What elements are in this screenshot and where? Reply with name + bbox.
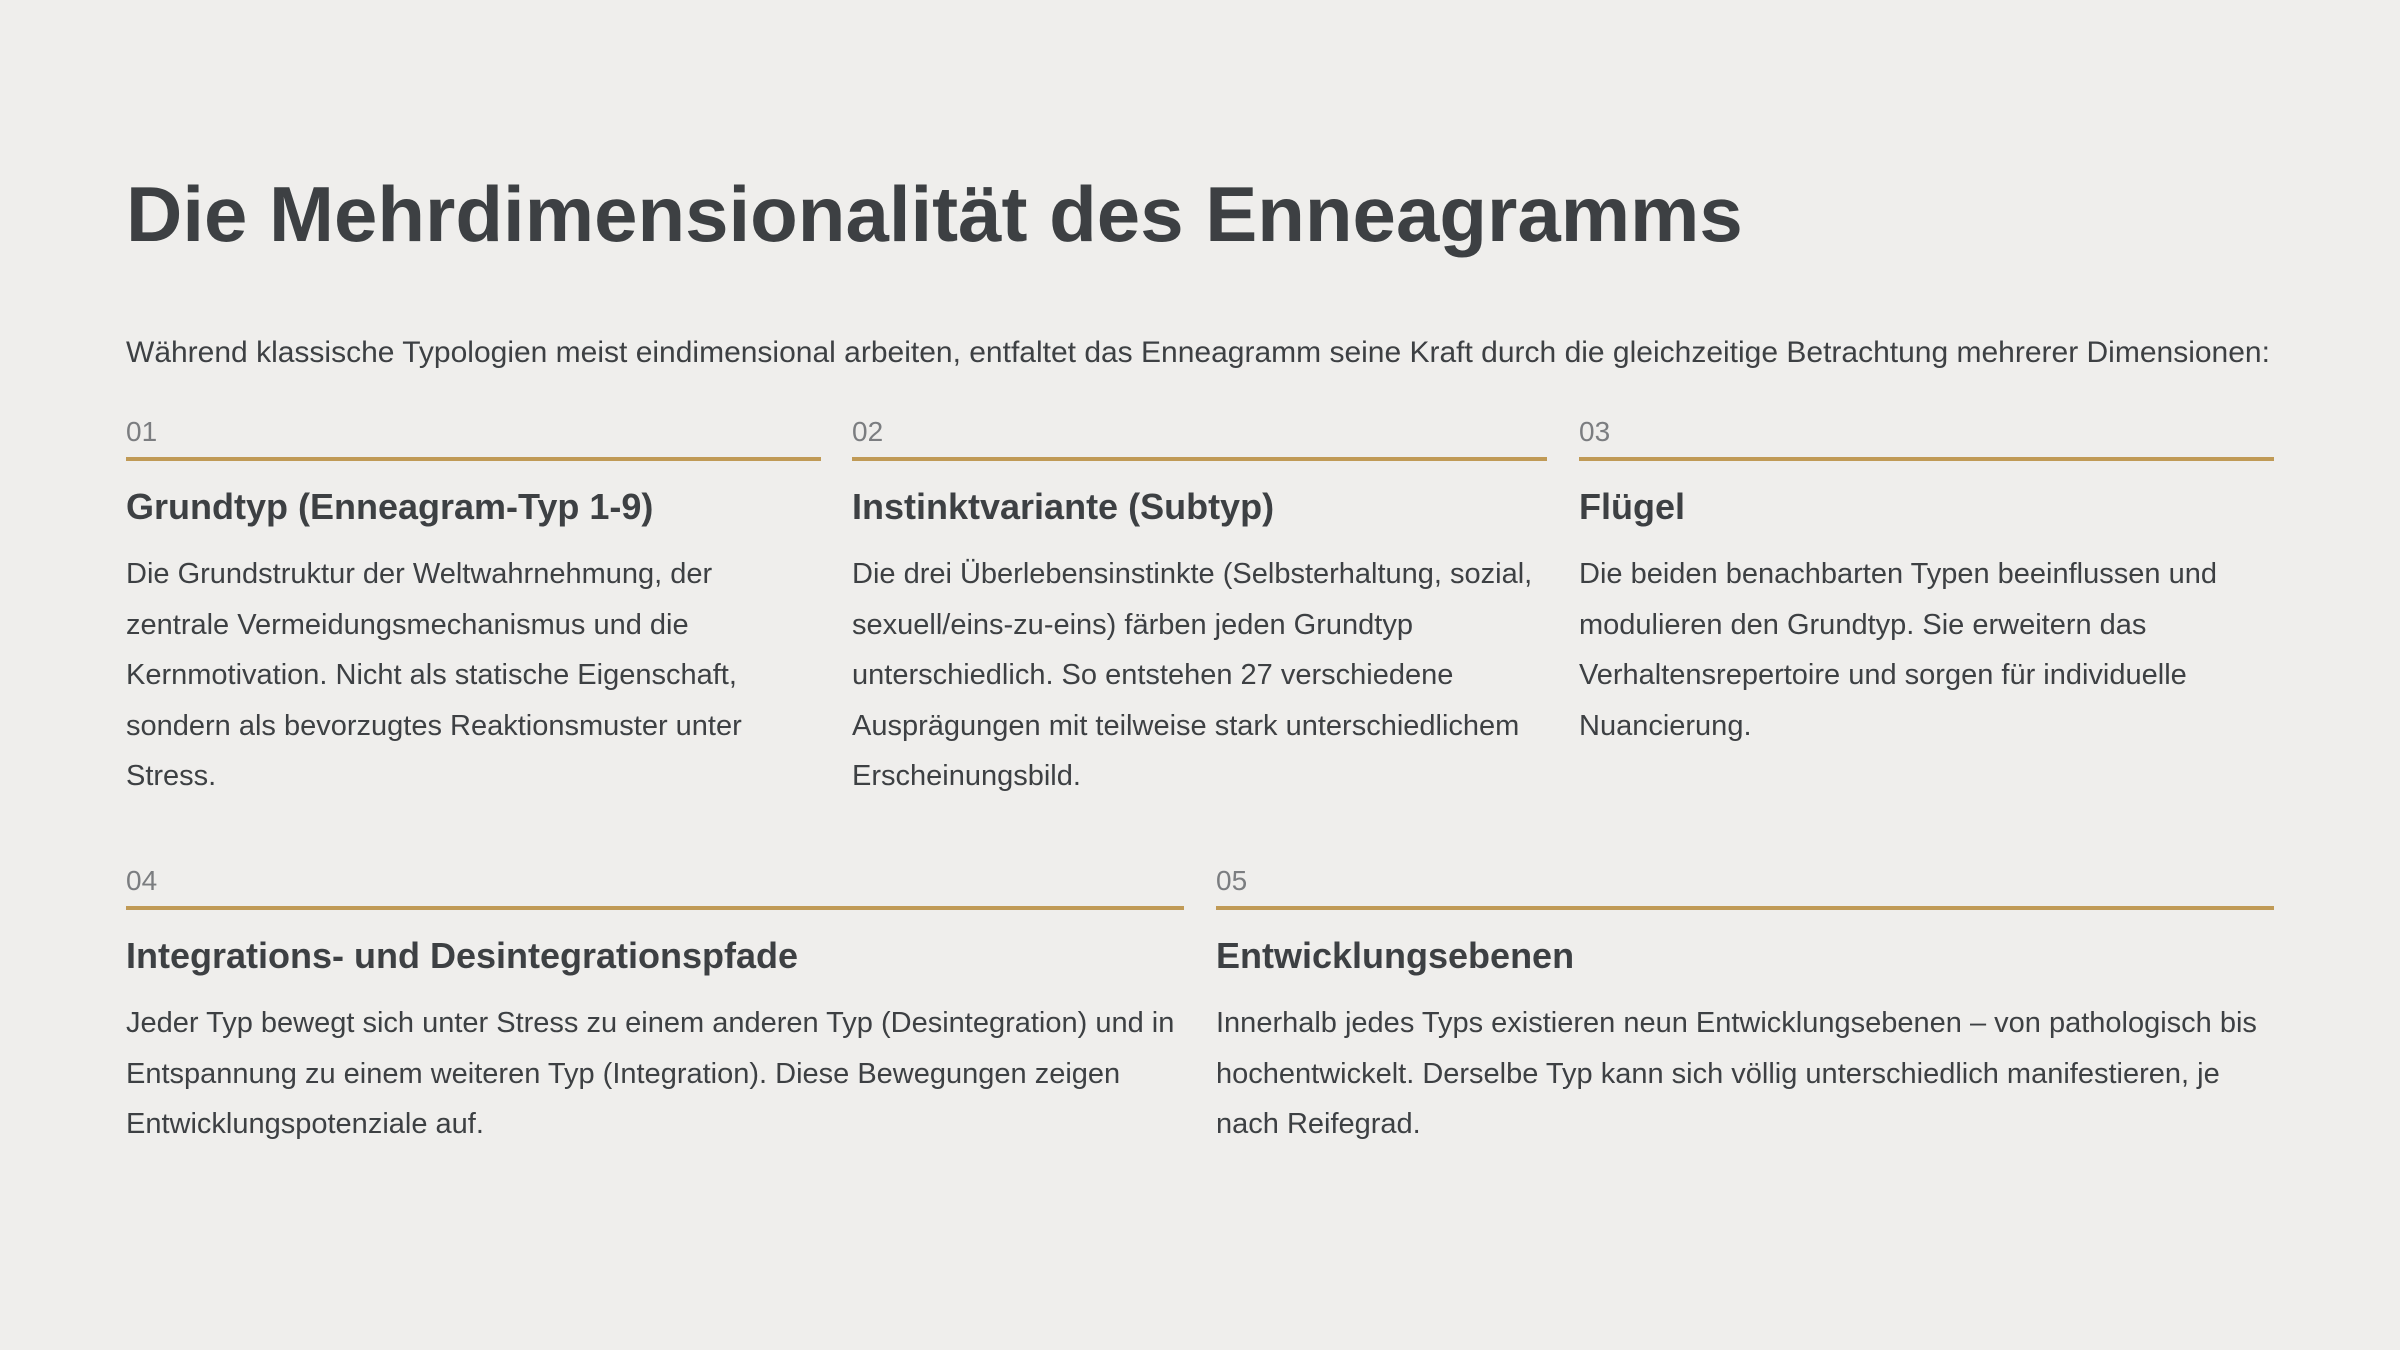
dimension-card-integrationspfade xyxy=(126,864,1184,1150)
accent-divider xyxy=(1579,457,2274,461)
card-body: Jeder Typ bewegt sich unter Stress zu einem anderen Typ (Desintegration) und in Entspannung zu einem weiteren Typ (Integration). Diese Bewegungen zeigen Entwicklungspotenziale auf. xyxy=(126,1007,1175,1140)
card-number: 05 xyxy=(1216,865,1248,896)
dimension-card-grundtyp xyxy=(126,415,821,802)
card-body: Die drei Überlebensinstinkte (Selbsterhaltung, sozial, sexuell/eins-zu-eins) färben jeden Grundtyp unterschiedlich. So entstehen 27 verschiedene Ausprägungen mit teilweise stark unterschiedlichem Erscheinungsbild. xyxy=(852,558,1533,792)
accent-divider xyxy=(126,457,821,461)
card-heading: Grundtyp (Enneagram-Typ 1-9) xyxy=(126,486,654,527)
card-number: 02 xyxy=(852,416,884,447)
card-body: Innerhalb jedes Typs existieren neun Entwicklungsebenen – von pathologisch bis hochentwickelt. Derselbe Typ kann sich völlig unterschiedlich manifestieren, je nach Reifegrad. xyxy=(1216,1007,2257,1140)
dimension-card-fluegel xyxy=(1579,415,2274,751)
card-number: 04 xyxy=(126,865,158,896)
card-number: 03 xyxy=(1579,416,1611,447)
accent-divider xyxy=(852,457,1547,461)
slide xyxy=(126,0,2274,1350)
dimension-card-entwicklungsebenen xyxy=(1216,864,2274,1150)
card-body: Die beiden benachbarten Typen beeinflussen und modulieren den Grundtyp. Sie erweitern das Verhaltensrepertoire und sorgen für individuelle Nuancierung. xyxy=(1579,558,2217,742)
card-number: 01 xyxy=(126,416,158,447)
accent-divider xyxy=(1216,906,2274,910)
card-heading: Instinktvariante (Subtyp) xyxy=(852,486,1275,527)
dimension-card-instinktvariante xyxy=(852,415,1547,802)
card-heading: Entwicklungsebenen xyxy=(1216,935,1575,976)
accent-divider xyxy=(126,906,1184,910)
card-heading: Flügel xyxy=(1579,486,1685,527)
card-heading: Integrations- und Desintegrationspfade xyxy=(126,935,799,976)
intro-text: Während klassische Typologien meist eindimensional arbeiten, entfaltet das Enneagramm seine Kraft durch die gleichzeitige Betrachtung mehrerer Dimensionen: xyxy=(126,336,2270,369)
card-body: Die Grundstruktur der Weltwahrnehmung, der zentrale Vermeidungsmechanismus und die Kernmotivation. Nicht als statische Eigenschaft, sondern als bevorzugtes Reaktionsmuster unter Stress. xyxy=(126,558,742,792)
page-title: Die Mehrdimensionalität des Enneagramms xyxy=(126,170,1743,258)
